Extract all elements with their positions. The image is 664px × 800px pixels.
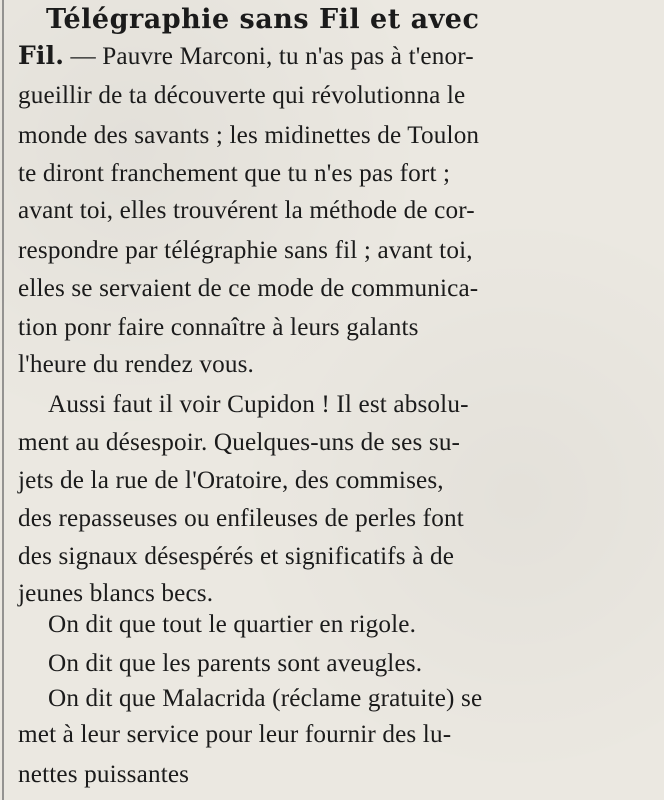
text-line-fragment: — Pauvre Marconi, tu n'as pas à t'enor- [64, 43, 474, 70]
text-line: l'heure du rendez vous. [18, 351, 254, 378]
text-line: jets de la rue de l'Oratoire, des commises, [18, 467, 444, 494]
text-line: te diront franchement que tu n'es pas fort ; [18, 160, 451, 187]
text-line: On dit que tout le quartier en rigole. [48, 611, 417, 638]
text-line [18, 43, 474, 69]
text-line: ment au désespoir. Quelques-uns de ses su- [18, 429, 461, 456]
text-line: gueillir de ta découverte qui révolutionna le [18, 82, 466, 109]
text-line: des repasseuses ou enfileuses de perles font [18, 505, 464, 532]
text-line: On dit que les parents sont aveugles. [48, 650, 423, 677]
text-line: Aussi faut il voir Cupidon ! Il est absolu- [48, 391, 469, 418]
text-line: elles se servaient de ce mode de communica- [18, 275, 479, 302]
text-line: met à leur service pour leur fournir des lu- [18, 721, 452, 748]
text-line: des signaux désespérés et significatifs à de [18, 543, 455, 570]
text-line: respondre par télégraphie sans fil ; avant toi, [18, 237, 473, 264]
text-line: monde des savants ; les midinettes de Toulon [18, 122, 480, 149]
article-title-continuation: Fil. [18, 41, 65, 70]
text-line: On dit que Malacrida (réclame gratuite) se [48, 685, 483, 712]
column-rule [2, 0, 4, 800]
article-title: Télégraphie sans Fil et avec [46, 4, 480, 35]
text-line: jeunes blancs becs. [18, 580, 214, 607]
text-line: avant toi, elles trouvérent la méthode de cor- [18, 197, 475, 224]
text-line: nettes puissantes [18, 761, 190, 788]
text-line: tion ponr faire connaître à leurs galants [18, 314, 419, 341]
